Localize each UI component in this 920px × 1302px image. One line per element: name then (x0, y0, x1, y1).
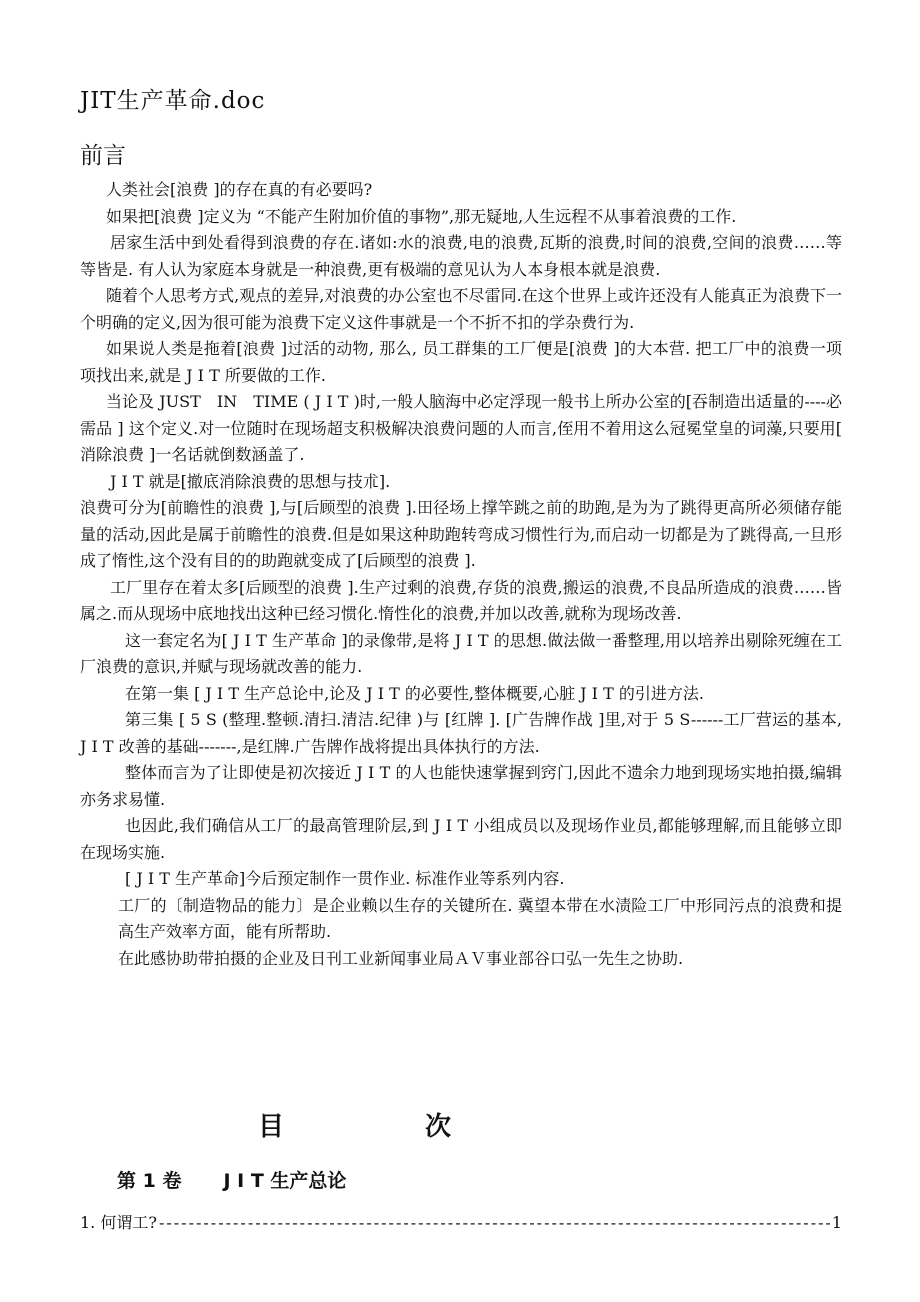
paragraph: 工厂里存在着太多[后顾型的浪费 ].生产过剩的浪费,存货的浪费,搬运的浪费,不良品所造成的浪费……皆属之.而从现场中底地找出这种已经习惯化.惰性化的浪费,并加以改善,就称为现场改善. (80, 577, 842, 623)
volume-title: J I T 生产总论 (223, 1170, 347, 1192)
paragraph: 浪费可分为[前瞻性的浪费 ],与[后顾型的浪费 ].田径场上撑竿跳之前的助跑,是为为了跳得更高所必须储存能量的活动,因此是属于前瞻性的浪费.但是如果这种助跑转弯成习惯性行为,而启动一切都是为了跳得高,一旦形成了惰性,这个没有目的的助跑就变成了[后顾型的浪费 ]. (80, 498, 842, 570)
toc-heading: 次 (425, 1112, 452, 1142)
paragraph: 居家生活中到处看得到浪费的存在.诸如:水的浪费,电的浪费,瓦斯的浪费,时间的浪费,空间的浪费……等等皆是. 有人认为家庭本身就是一种浪费,更有极端的意见认为人本身根本就是浪费. (80, 233, 842, 279)
paragraph: 第三集 [ 5 S (整理.整顿.清扫.清洁.纪律 )与 [红牌 ]. [广告牌作战 ]里,对于 5 S------工厂营运的基本, J I T 改善的基础-------,是红牌.广告牌作战将提出具体执行的方法. (80, 710, 842, 756)
paragraph: 这一套定名为[ J I T 生产革命 ]的录像带,是将 J I T 的思想.做法做一番整理,用以培养出剔除死缠在工厂浪费的意识,并赋与现场就改善的能力. (80, 630, 842, 676)
toc-heading: 目 (258, 1112, 285, 1142)
paragraph: [ J I T 生产革命]今后预定制作一贯作业. 标准作业等系列内容. (125, 869, 565, 888)
preface-body (80, 177, 842, 972)
paragraph: 工厂的〔制造物品的能力〕是企业赖以生存的关键所在. 冀望本带在水渍险工厂中形同污点的浪费和提高生产效率方面，能有所帮助. (118, 895, 842, 941)
paragraph: 在第一集 [ J I T 生产总论中,论及 J I T 的必要性,整体概要,心脏 J I T 的引进方法. (125, 683, 704, 703)
document-title: JIT生产革命.doc (80, 88, 266, 114)
paragraph: 随着个人思考方式,观点的差异,对浪费的办公室也不尽雷同.在这个世界上或许还没有人能真正为浪费下一个明确的定义,因为很可能为浪费下定义这件事就是一个不折不扣的学杂费行为. (80, 286, 842, 332)
paragraph: 在此感协助带拍摄的企业及日刊工业新闻事业局ＡＶ事业部谷口弘一先生之协助. (118, 948, 684, 968)
paragraph: 如果说人类是拖着[浪费 ]过活的动物, 那么, 员工群集的工厂便是[浪费 ]的大本营. 把工厂中的浪费一项项找出来,就是 J I T 所要做的工作. (80, 339, 842, 385)
toc-leader (159, 1213, 830, 1232)
paragraph: 整体而言为了让即使是初次接近 J I T 的人也能快速掌握到窍门,因此不遗余力地到现场实地拍摄,编辑亦务求易懂. (80, 763, 842, 809)
toc-entry-page: 1 (831, 1213, 842, 1232)
paragraph: 也因此,我们确信从工厂的最高管理阶层,到 J I T 小组成员以及现场作业员,都能够理解,而且能够立即在现场实施. (80, 816, 842, 862)
preface-heading: 前言 (80, 143, 126, 169)
paragraph: 人类社会[浪费 ]的存在真的有必要吗? (106, 180, 373, 199)
toc-entry[interactable] (80, 1210, 842, 1233)
toc-volume-heading (117, 1166, 346, 1193)
toc-entry-text: 1. 何谓工? (80, 1213, 157, 1232)
paragraph: 如果把[浪费 ]定义为 “不能产生附加价值的事物”,那无疑地,人生远程不从事着浪费的工作. (106, 206, 737, 226)
volume-label: 第 1 卷 (117, 1170, 182, 1192)
paragraph: J I T 就是[撤底消除浪费的思想与技朮]. (110, 471, 391, 491)
paragraph: 当论及 JUST IN TIME ( J I T )时,一般人脑海中必定浮现一般书上所办公室的[吞制造出适量的----必需品 ] 这个定义.对一位随时在现场超支积极解决浪费问题的人而言,侄用不着用这么冠冕堂皇的词藻,只要用[ 消除浪费 ]一名话就倒数涵盖了. (80, 392, 842, 464)
